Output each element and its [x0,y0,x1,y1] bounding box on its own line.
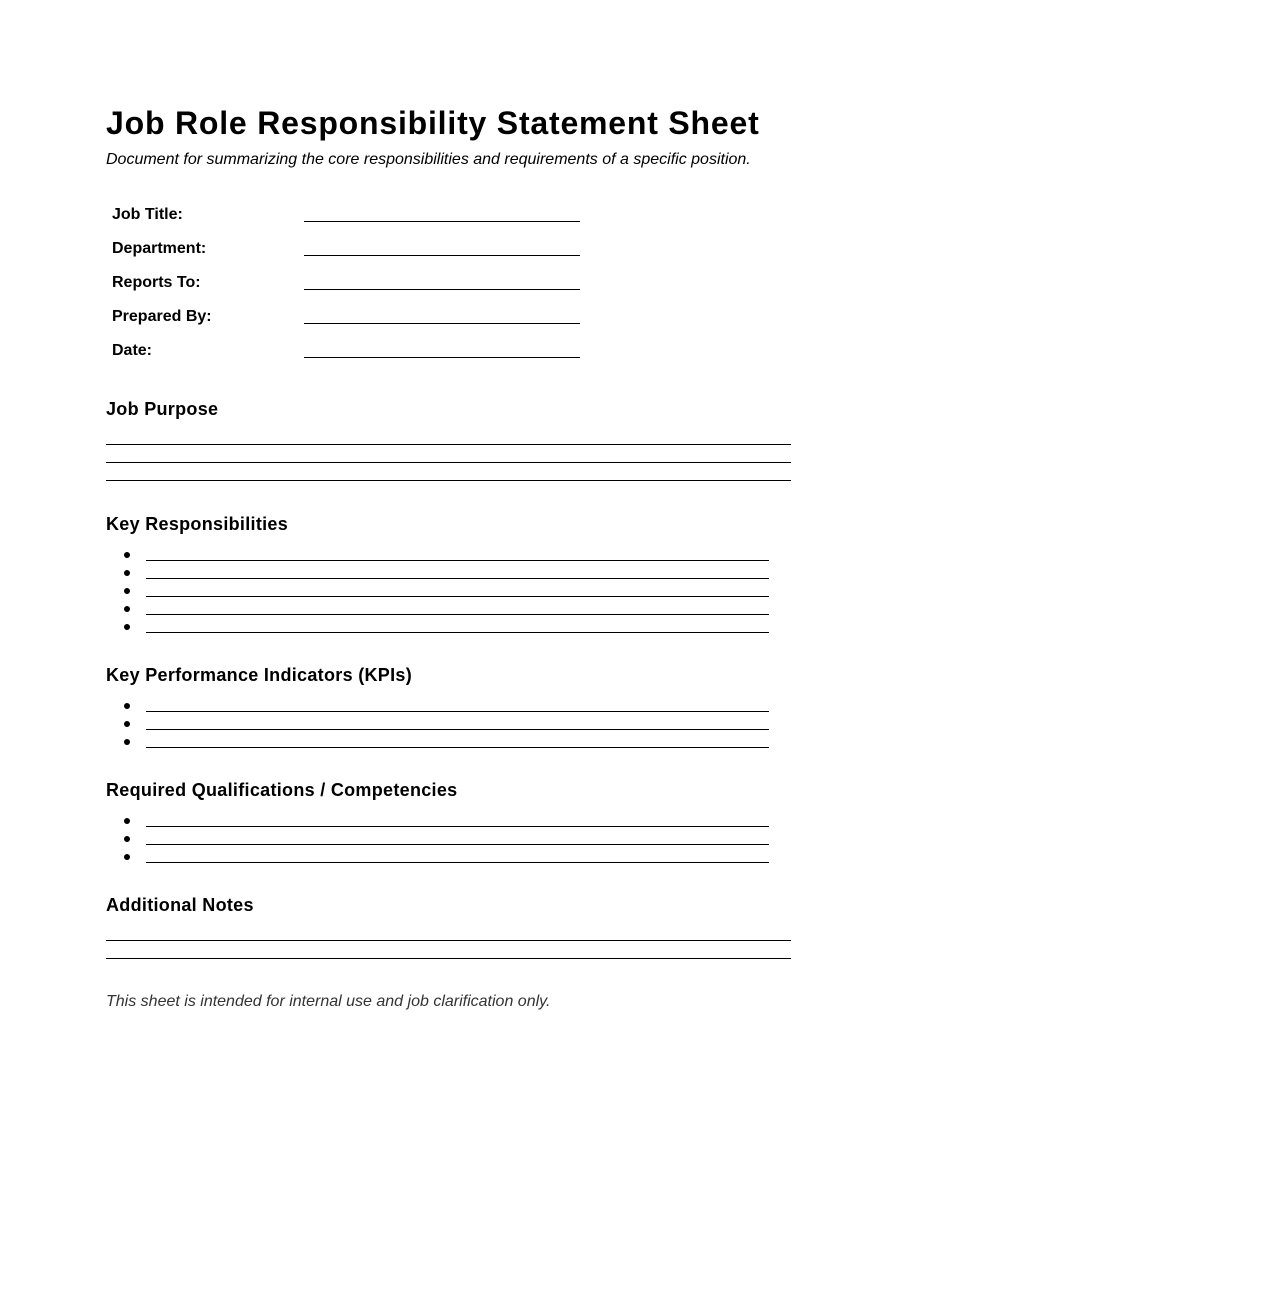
bullet-icon [124,588,130,594]
kpi-item [106,699,806,717]
bullet-icon [124,606,130,612]
job-purpose-line[interactable] [106,480,791,481]
info-row-reports-to [112,268,592,302]
job-purpose-heading: Job Purpose [106,399,219,419]
section-key-responsibilities [106,514,806,535]
job-purpose-line[interactable] [106,444,791,445]
responsibility-item [106,602,806,620]
date-field[interactable] [304,357,580,358]
department-label: Department: [112,240,207,257]
key-responsibilities-heading: Key Responsibilities [106,514,289,534]
bullet-icon [124,552,130,558]
info-row-date [112,336,592,370]
bullet-icon [124,721,130,727]
bullet-icon [124,570,130,576]
job-purpose-line[interactable] [106,462,791,463]
additional-notes-line[interactable] [106,958,791,959]
additional-notes-heading: Additional Notes [106,895,254,915]
responsibility-item [106,584,806,602]
kpis-heading: Key Performance Indicators (KPIs) [106,665,412,685]
responsibility-line[interactable] [146,578,769,579]
prepared-by-field[interactable] [304,323,580,324]
info-row-department [112,234,592,268]
responsibility-line[interactable] [146,596,769,597]
bullet-icon [124,703,130,709]
kpi-line[interactable] [146,729,769,730]
responsibility-item [106,548,806,566]
responsibility-item [106,620,806,638]
reports-to-field[interactable] [304,289,580,290]
department-field[interactable] [304,255,580,256]
bullet-icon [124,854,130,860]
bullet-icon [124,624,130,630]
qualification-item [106,814,806,832]
additional-notes-line[interactable] [106,940,791,941]
kpi-item [106,717,806,735]
kpi-item [106,735,806,753]
prepared-by-label: Prepared By: [112,308,212,325]
document-subtitle: Document for summarizing the core responsibilities and requirements of a specific position. [106,151,751,168]
kpi-line[interactable] [146,711,769,712]
responsibility-item [106,566,806,584]
job-title-label: Job Title: [112,206,183,223]
qualification-line[interactable] [146,844,769,845]
responsibility-line[interactable] [146,632,769,633]
bullet-icon [124,836,130,842]
section-qualifications [106,780,806,801]
responsibility-line[interactable] [146,560,769,561]
section-additional-notes [106,895,806,916]
document-title: Job Role Responsibility Statement Sheet [106,105,760,141]
kpi-line[interactable] [146,747,769,748]
footer-note: This sheet is intended for internal use and job clarification only. [106,993,551,1010]
qualification-line[interactable] [146,862,769,863]
date-label: Date: [112,342,153,359]
info-fields-table [112,200,592,370]
info-row-job-title [112,200,592,234]
info-row-prepared-by [112,302,592,336]
qualification-line[interactable] [146,826,769,827]
bullet-icon [124,818,130,824]
reports-to-label: Reports To: [112,274,201,291]
qualification-item [106,850,806,868]
qualification-item [106,832,806,850]
responsibility-line[interactable] [146,614,769,615]
section-job-purpose [106,399,806,420]
job-title-field[interactable] [304,221,580,222]
qualifications-heading: Required Qualifications / Competencies [106,780,458,800]
section-kpis [106,665,806,686]
bullet-icon [124,739,130,745]
